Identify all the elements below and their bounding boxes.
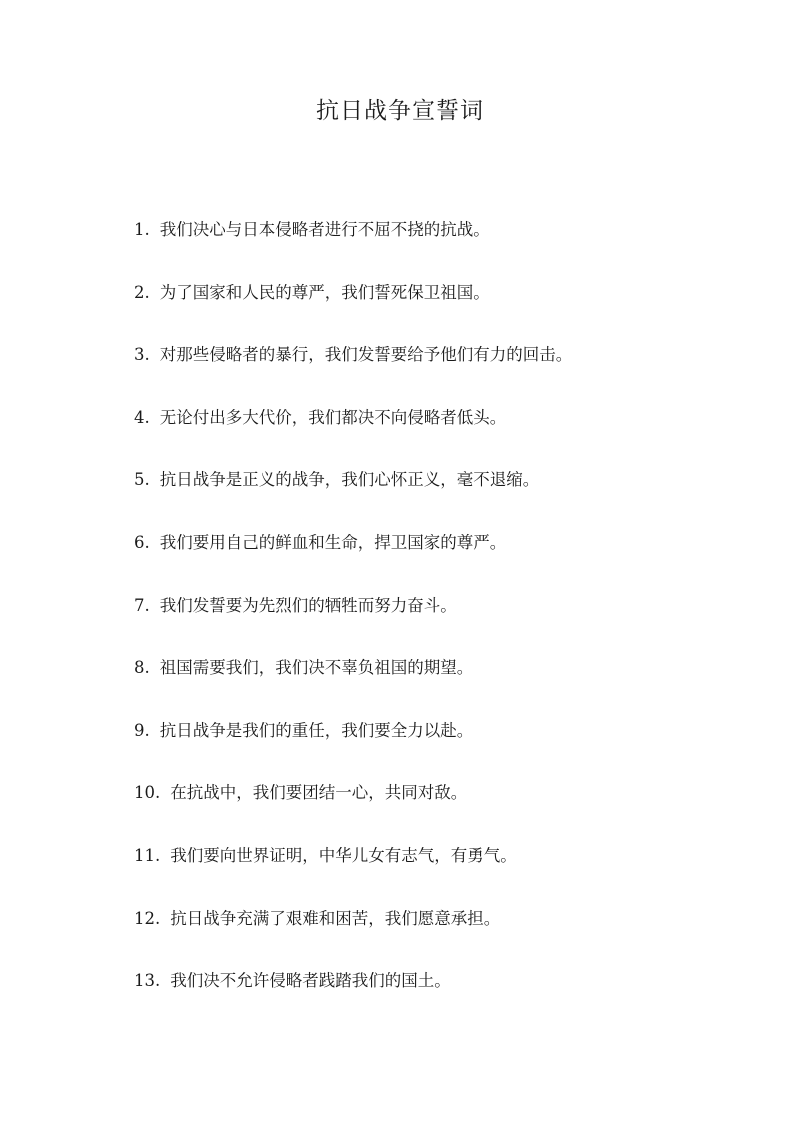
item-text: 为了国家和人民的尊严，我们誓死保卫祖国。 [159, 282, 490, 302]
item-number: 8. [134, 658, 150, 678]
oath-item [134, 842, 754, 905]
oath-item [134, 279, 754, 342]
item-number: 3. [134, 345, 150, 365]
oath-list [134, 216, 754, 1030]
item-text: 我们要向世界证明，中华儿女有志气，有勇气。 [170, 845, 517, 865]
item-number: 11. [134, 845, 161, 865]
item-number: 12. [134, 908, 161, 928]
oath-item [134, 529, 754, 592]
item-text: 我们决不允许侵略者践踏我们的国土。 [170, 971, 451, 991]
oath-item [134, 404, 754, 467]
oath-item [134, 466, 754, 529]
oath-item [134, 592, 754, 655]
oath-item [134, 779, 754, 842]
item-text: 抗日战争是正义的战争，我们心怀正义，毫不退缩。 [159, 470, 540, 490]
item-number: 6. [134, 532, 150, 552]
item-number: 1. [134, 220, 150, 239]
item-text: 祖国需要我们，我们决不辜负祖国的期望。 [159, 658, 474, 678]
item-text: 我们要用自己的鲜血和生命，捍卫国家的尊严。 [159, 532, 507, 552]
document-title: 抗日战争宣誓词 [316, 98, 484, 124]
item-number: 9. [134, 720, 150, 740]
item-number: 5. [134, 470, 150, 490]
oath-item [134, 717, 754, 780]
item-number: 4. [134, 407, 150, 427]
item-text: 我们发誓要为先烈们的牺牲而努力奋斗。 [159, 595, 457, 615]
item-number: 2. [134, 282, 150, 302]
item-text: 我们决心与日本侵略者进行不屈不挠的抗战。 [159, 220, 490, 239]
item-number: 10. [134, 783, 161, 803]
item-text: 对那些侵略者的暴行，我们发誓要给予他们有力的回击。 [159, 345, 573, 365]
oath-item [134, 905, 754, 968]
oath-item [134, 967, 754, 1030]
item-number: 13. [134, 971, 161, 991]
item-text: 抗日战争是我们的重任，我们要全力以赴。 [159, 720, 474, 740]
oath-item [134, 341, 754, 404]
item-number: 7. [134, 595, 150, 615]
oath-item [134, 654, 754, 717]
item-text: 无论付出多大代价，我们都决不向侵略者低头。 [159, 407, 507, 427]
item-text: 在抗战中，我们要团结一心，共同对敌。 [170, 783, 468, 803]
item-text: 抗日战争充满了艰难和困苦，我们愿意承担。 [170, 908, 501, 928]
oath-item [134, 216, 754, 279]
